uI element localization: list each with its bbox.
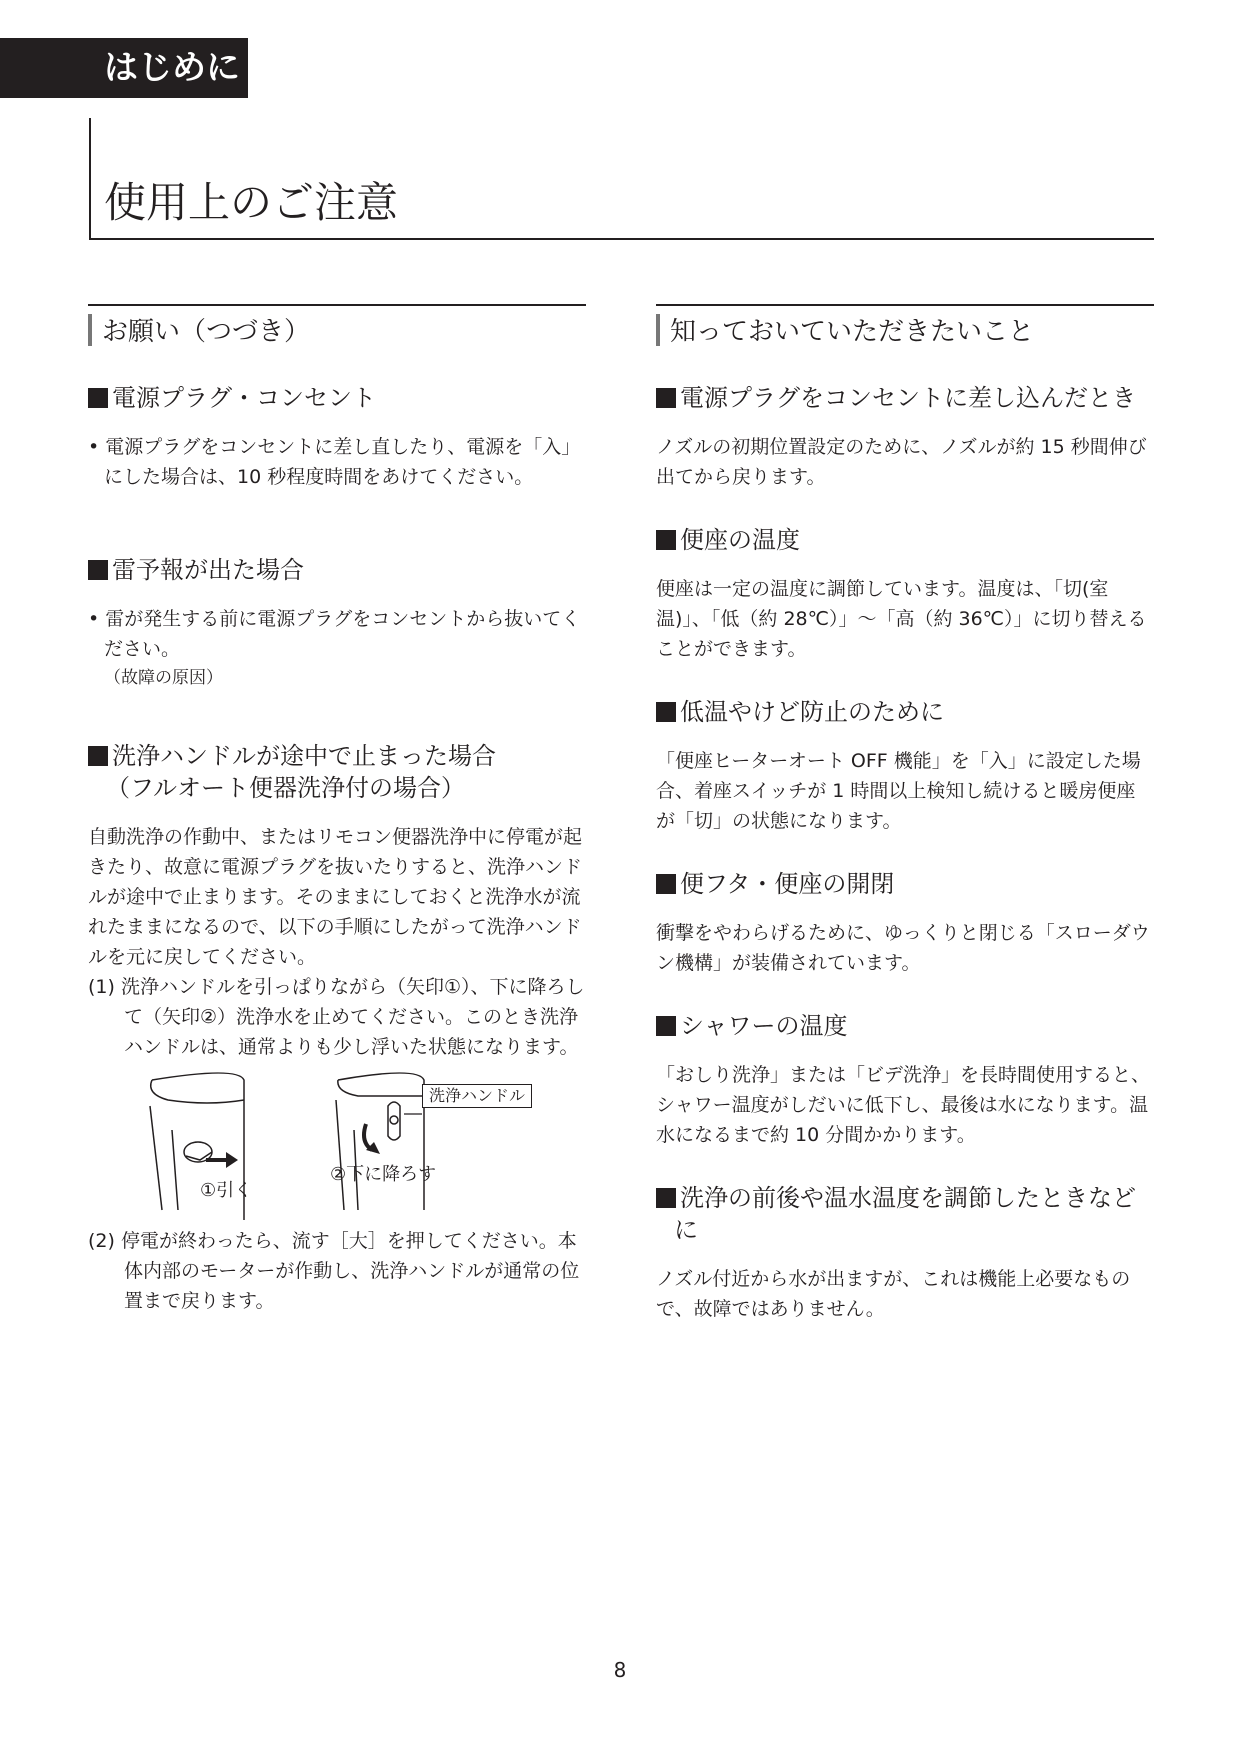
right-column (656, 304, 1154, 1324)
flush-handle-illustration (88, 1070, 586, 1220)
square-bullet-icon (656, 1016, 676, 1036)
body-text: ノズル付近から水が出ますが、これは機能上必要なもので、故障ではありません。 (656, 1268, 1131, 1320)
heading-low-temp-burn: 低温やけど防止のために (656, 696, 1154, 728)
section-marker (656, 314, 660, 346)
body-text: 衝撃をやわらげるために、ゆっくりと閉じる「スローダウン機構」が装備されています。 (656, 922, 1150, 974)
square-bullet-icon (88, 388, 108, 408)
section-marker (88, 314, 92, 346)
square-bullet-icon (656, 530, 676, 550)
square-bullet-icon (656, 388, 676, 408)
flush-handle-label: 洗浄ハンドル (422, 1084, 532, 1108)
heading-plug-in: 電源プラグをコンセントに差し込んだとき (656, 382, 1154, 414)
heading-power-plug: 電源プラグ・コンセント (88, 382, 586, 414)
square-bullet-icon (656, 1188, 676, 1208)
step-2: (2) 停電が終わったら、流す［大］を押してください。本体内部のモーターが作動し、洗浄ハンドルが通常の位置まで戻ります。 (88, 1230, 580, 1312)
section-header-right (656, 304, 1154, 348)
note-text: （故障の原因） (104, 668, 223, 688)
square-bullet-icon (656, 702, 676, 722)
body-text: 自動洗浄の作動中、またはリモコン便器洗浄中に停電が起きたり、故意に電源プラグを抜いたりすると、洗浄ハンドルが途中で止まります。そのままにしておくと洗浄水が流れたままになるので、以下の手順にしたがって洗浄ハンドルを元に戻してください。 (88, 826, 583, 968)
page-number: 8 (613, 1658, 627, 1682)
heading-seat-temp: 便座の温度 (656, 524, 1154, 556)
section-header-left (88, 304, 586, 348)
square-bullet-icon (88, 560, 108, 580)
section-title: 知っておいていただきたいこと (670, 317, 1035, 347)
left-column (88, 304, 586, 1316)
body-text: 「おしり洗浄」または「ビデ洗浄」を長時間使用すると、シャワー温度がしだいに低下し、最後は水になります。温水になるまで約 10 分間かかります。 (656, 1064, 1151, 1146)
heading-lid-seat: 便フタ・便座の開閉 (656, 868, 1154, 900)
pull-label: ①引く (200, 1180, 253, 1201)
square-bullet-icon (88, 746, 108, 766)
chapter-tab: はじめに (0, 38, 248, 98)
heading-shower-temp: シャワーの温度 (656, 1010, 1154, 1042)
body-text: 「便座ヒーターオート OFF 機能」を「入」に設定した場合、着座スイッチが 1 時間以上検知し続けると暖房便座が「切」の状態になります。 (656, 750, 1141, 832)
heading-flush-handle: 洗浄ハンドルが途中で止まった場合 （フルオート便器洗浄付の場合） (88, 740, 586, 804)
title-rule-vertical (89, 118, 91, 240)
heading-thunder: 雷予報が出た場合 (88, 554, 586, 586)
push-down-label: ②下に降ろす (330, 1164, 437, 1185)
heading-before-after-wash: 洗浄の前後や温水温度を調節したときなどに (656, 1182, 1154, 1246)
bullet-item: • 雷が発生する前に電源プラグをコンセントから抜いてください。 (88, 608, 581, 660)
step-1: (1) 洗浄ハンドルを引っぱりながら（矢印①）、下に降ろして（矢印②）洗浄水を止めてください。このとき洗浄ハンドルは、通常よりも少し浮いた状態になります。 (88, 976, 585, 1058)
body-text: ノズルの初期位置設定のために、ノズルが約 15 秒間伸び出てから戻ります。 (656, 436, 1147, 488)
bullet-item: • 電源プラグをコンセントに差し直したり、電源を「入」にした場合は、10 秒程度時間をあけてください。 (88, 436, 581, 488)
title-rule-horizontal (89, 238, 1154, 240)
section-title: お願い（つづき） (102, 317, 311, 347)
square-bullet-icon (656, 874, 676, 894)
page-title: 使用上のご注意 (104, 178, 399, 227)
body-text: 便座は一定の温度に調節しています。温度は、「切(室温)」、「低（約 28℃）」～「高（約 36℃）」に切り替えることができます。 (656, 578, 1147, 660)
